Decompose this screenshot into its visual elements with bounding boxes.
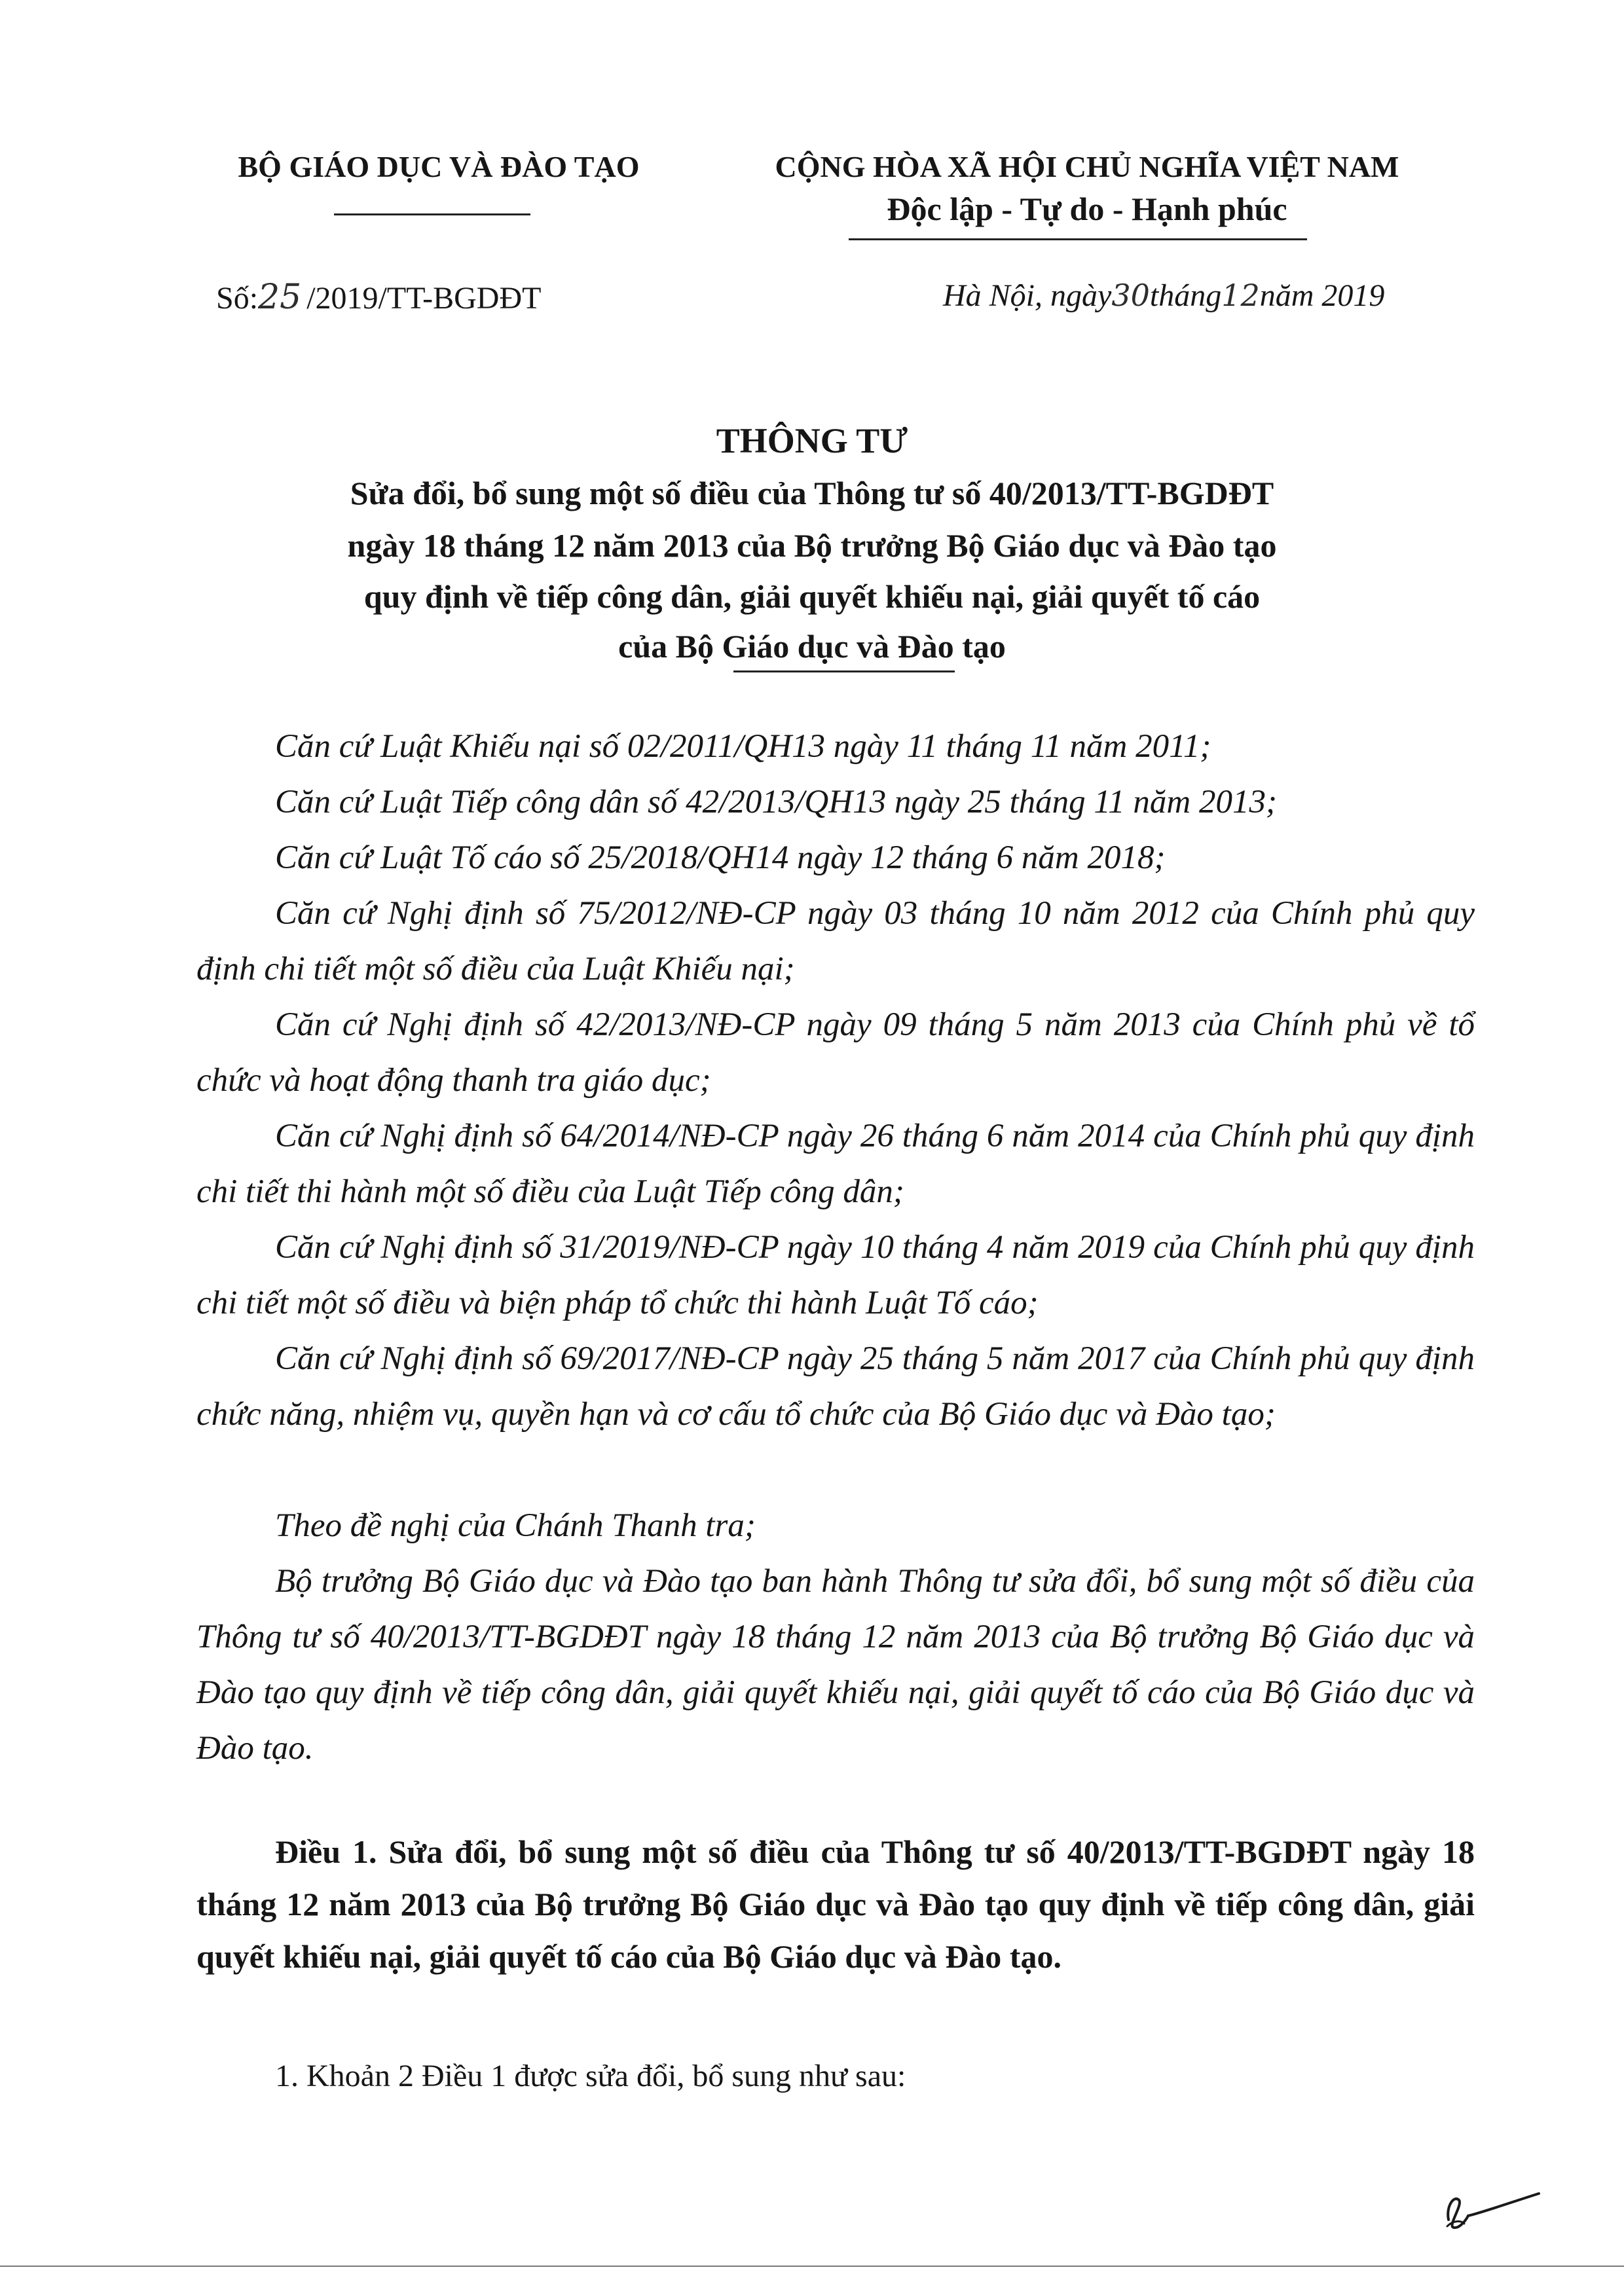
legal-basis-3: Căn cứ Luật Tố cáo số 25/2018/QH14 ngày 12 tháng 6 năm 2018; [275, 839, 1166, 876]
motto-underline [849, 238, 1307, 240]
ministry-name: BỘ GIÁO DỤC VÀ ĐÀO TẠO [238, 150, 640, 183]
date-month-label: tháng [1149, 278, 1222, 313]
doc-number-suffix: /2019/TT-BGDĐT [306, 281, 542, 316]
date-month-handwritten: 12 [1221, 278, 1260, 313]
date-place: Hà Nội, ngày [943, 278, 1112, 313]
date-year: năm 2019 [1259, 278, 1385, 313]
legal-basis-7: Căn cứ Nghị định số 31/2019/NĐ-CP ngày 10 tháng 4 năm 2019 của Chính phủ quy định chi tiết một số điều và biện pháp tổ chức thi hành Luật Tố cáo; [196, 1229, 1475, 1321]
ministry-underline [334, 213, 530, 215]
country-name: CỘNG HÒA XÃ HỘI CHỦ NGHĨA VIỆT NAM [775, 150, 1399, 183]
title-line-3: quy định về tiếp công dân, giải quyết khiếu nại, giải quyết tố cáo [363, 578, 1261, 615]
legal-basis-5: Căn cứ Nghị định số 42/2013/NĐ-CP ngày 09 tháng 5 năm 2013 của Chính phủ về tổ chức và hoạt động thanh tra giáo dục; [196, 1006, 1475, 1099]
title-line-1: Sửa đổi, bổ sung một số điều của Thông tư số 40/2013/TT-BGDĐT [350, 475, 1274, 511]
date-day-handwritten: 30 [1111, 278, 1150, 313]
legal-basis-2: Căn cứ Luật Tiếp công dân số 42/2013/QH13 ngày 25 tháng 11 năm 2013; [275, 784, 1277, 820]
doc-number-prefix: Số: [216, 281, 259, 316]
legal-basis-8: Căn cứ Nghị định số 69/2017/NĐ-CP ngày 25 tháng 5 năm 2017 của Chính phủ quy định chức năng, nhiệm vụ, quyền hạn và cơ cấu tổ chức của Bộ Giáo dục và Đào tạo; [196, 1340, 1475, 1433]
document-date [943, 278, 1384, 314]
doc-number-handwritten: 25 [258, 278, 302, 317]
title-line-2: ngày 18 tháng 12 năm 2013 của Bộ trưởng Bộ Giáo dục và Đào tạo [347, 527, 1277, 564]
document-number [216, 278, 541, 317]
article-1-heading: Điều 1. Sửa đổi, bổ sung một số điều của Thông tư số 40/2013/TT-BGDĐT ngày 18 tháng 12 năm 2013 của Bộ trưởng Bộ Giáo dục và Đào tạo quy định về tiếp công dân, giải quyết khiếu nại, giải quyết tố cáo của Bộ Giáo dục và Đào tạo. [196, 1833, 1475, 1975]
title-underline [733, 670, 955, 672]
issuance-statement: Bộ trưởng Bộ Giáo dục và Đào tạo ban hành Thông tư sửa đổi, bổ sung một số điều của Thông tư số 40/2013/TT-BGDĐT ngày 18 tháng 12 năm 2013 của Bộ trưởng Bộ Giáo dục và Đào tạo quy định về tiếp công dân, giải quyết khiếu nại, giải quyết tố cáo của Bộ Giáo dục và Đào tạo. [196, 1563, 1475, 1767]
title-line-4: của Bộ Giáo dục và Đào tạo [618, 628, 1006, 665]
article-1-item-1: 1. Khoản 2 Điều 1 được sửa đổi, bổ sung như sau: [275, 2059, 906, 2093]
proposal-line: Theo đề nghị của Chánh Thanh tra; [275, 1507, 756, 1544]
legal-basis-4: Căn cứ Nghị định số 75/2012/NĐ-CP ngày 03 tháng 10 năm 2012 của Chính phủ quy định chi tiết một số điều của Luật Khiếu nại; [196, 895, 1475, 987]
initials-mark [1434, 2180, 1552, 2239]
legal-basis-1: Căn cứ Luật Khiếu nại số 02/2011/QH13 ngày 11 tháng 11 năm 2011; [275, 728, 1211, 765]
document-type: THÔNG TƯ [716, 421, 908, 460]
bottom-scan-line [0, 2266, 1624, 2267]
legal-basis-6: Căn cứ Nghị định số 64/2014/NĐ-CP ngày 26 tháng 6 năm 2014 của Chính phủ quy định chi tiết thi hành một số điều của Luật Tiếp công dân; [196, 1118, 1475, 1210]
national-motto: Độc lập - Tự do - Hạnh phúc [887, 191, 1287, 227]
